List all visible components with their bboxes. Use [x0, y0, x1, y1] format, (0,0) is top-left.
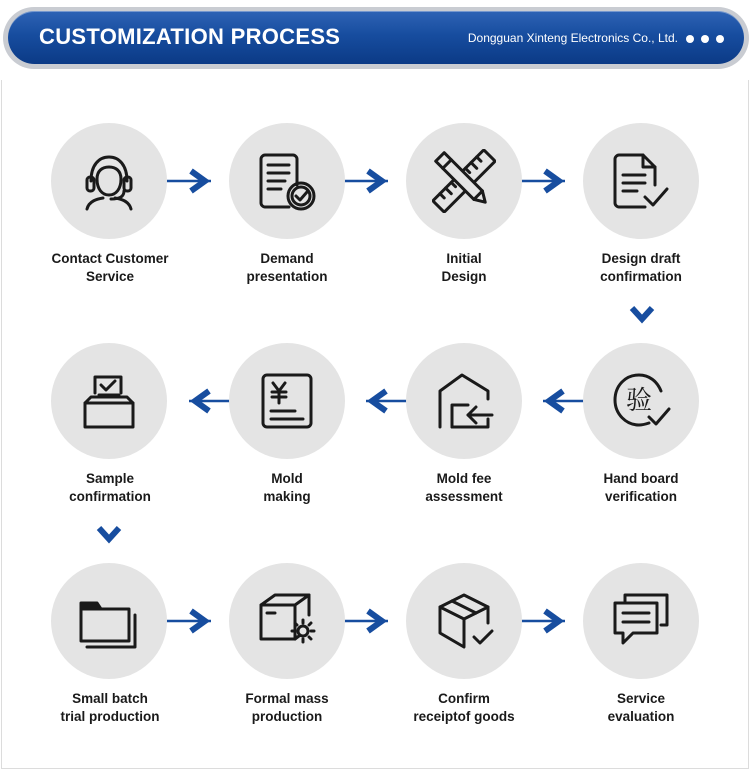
arrow-down-icon: [96, 524, 122, 544]
step-hand-board-verification: [583, 343, 699, 459]
step-demand-presentation: [229, 123, 345, 239]
folder-copy-icon: [77, 589, 141, 653]
verify-stamp-icon: [609, 369, 673, 433]
step-contact-customer-service: [51, 123, 167, 239]
pencil-ruler-icon: [432, 149, 496, 213]
step-label-line2: verification: [604, 489, 678, 504]
header-dots: [686, 35, 724, 43]
step-label: [556, 250, 726, 286]
step-label-line2: trial production: [60, 709, 160, 724]
box-gear-icon: [255, 589, 319, 653]
step-small-batch-trial-production: [51, 563, 167, 679]
step-service-evaluation: [583, 563, 699, 679]
arrow-right-icon: [344, 168, 410, 194]
package-check-icon: [432, 589, 496, 653]
document-check-icon: [255, 149, 319, 213]
step-label-line2: assessment: [425, 489, 503, 504]
step-sample-confirmation: [51, 343, 167, 459]
ballot-box-check-icon: [77, 369, 141, 433]
chat-bubbles-icon: [609, 589, 673, 653]
step-label: [379, 690, 549, 726]
step-label-line1: Small batch: [72, 691, 148, 706]
step-label-line1: Contact Customer: [51, 251, 169, 266]
invoice-yen-icon: [255, 369, 319, 433]
dot-icon: [716, 35, 724, 43]
step-label-line2: confirmation: [69, 489, 151, 504]
headset-agent-icon: [77, 149, 141, 213]
step-label: [25, 470, 195, 506]
step-label-line2: confirmation: [600, 269, 682, 284]
arrow-right-icon: [521, 168, 587, 194]
step-label-line1: Hand board: [603, 471, 679, 486]
step-design-draft-confirmation: [583, 123, 699, 239]
step-initial-design: [406, 123, 522, 239]
arrow-right-icon: [521, 608, 587, 634]
arrow-right-icon: [167, 168, 233, 194]
step-label-line1: Formal mass: [245, 691, 329, 706]
step-label: [202, 470, 372, 506]
step-label-line1: Service: [616, 691, 666, 706]
step-label-line2: evaluation: [607, 709, 675, 724]
arrow-down-icon: [629, 304, 655, 324]
step-label-line1: Demand: [260, 251, 314, 266]
step-mold-making: [229, 343, 345, 459]
step-label-line1: Mold: [271, 471, 303, 486]
arrow-left-icon: [344, 388, 410, 414]
step-mold-fee-assessment: [406, 343, 522, 459]
step-label-line2: receiptof goods: [413, 709, 515, 724]
step-label: [556, 690, 726, 726]
step-label-line1: Sample: [85, 471, 135, 486]
step-confirm-receipt-of-goods: [406, 563, 522, 679]
document-approved-icon: [609, 149, 673, 213]
arrow-right-icon: [167, 608, 233, 634]
header-bar: [8, 11, 744, 64]
house-enter-icon: [432, 369, 496, 433]
step-label: [25, 690, 195, 726]
step-label: [379, 470, 549, 506]
arrow-left-icon: [167, 388, 233, 414]
step-label: [25, 250, 195, 286]
arrow-right-icon: [344, 608, 410, 634]
step-label: [379, 250, 549, 286]
page-title: CUSTOMIZATION PROCESS: [39, 24, 341, 49]
step-label-line1: Mold fee: [436, 471, 492, 486]
step-label-line1: Initial: [446, 251, 482, 266]
step-label-line2: making: [263, 489, 311, 504]
step-label: [556, 470, 726, 506]
step-label-line1: Confirm: [438, 691, 490, 706]
step-label: [202, 250, 372, 286]
step-formal-mass-production: [229, 563, 345, 679]
svg-text:验: 验: [625, 386, 653, 416]
step-label-line1: Design draft: [601, 251, 681, 266]
arrow-left-icon: [521, 388, 587, 414]
header-banner: [3, 7, 749, 69]
dot-icon: [701, 35, 709, 43]
step-label: [202, 690, 372, 726]
dot-icon: [686, 35, 694, 43]
step-label-line2: Service: [85, 269, 135, 284]
step-label-line2: Design: [441, 269, 487, 284]
step-label-line2: production: [251, 709, 323, 724]
company-name: Dongguan Xinteng Electronics Co., Ltd.: [467, 31, 678, 45]
step-label-line2: presentation: [246, 269, 328, 284]
